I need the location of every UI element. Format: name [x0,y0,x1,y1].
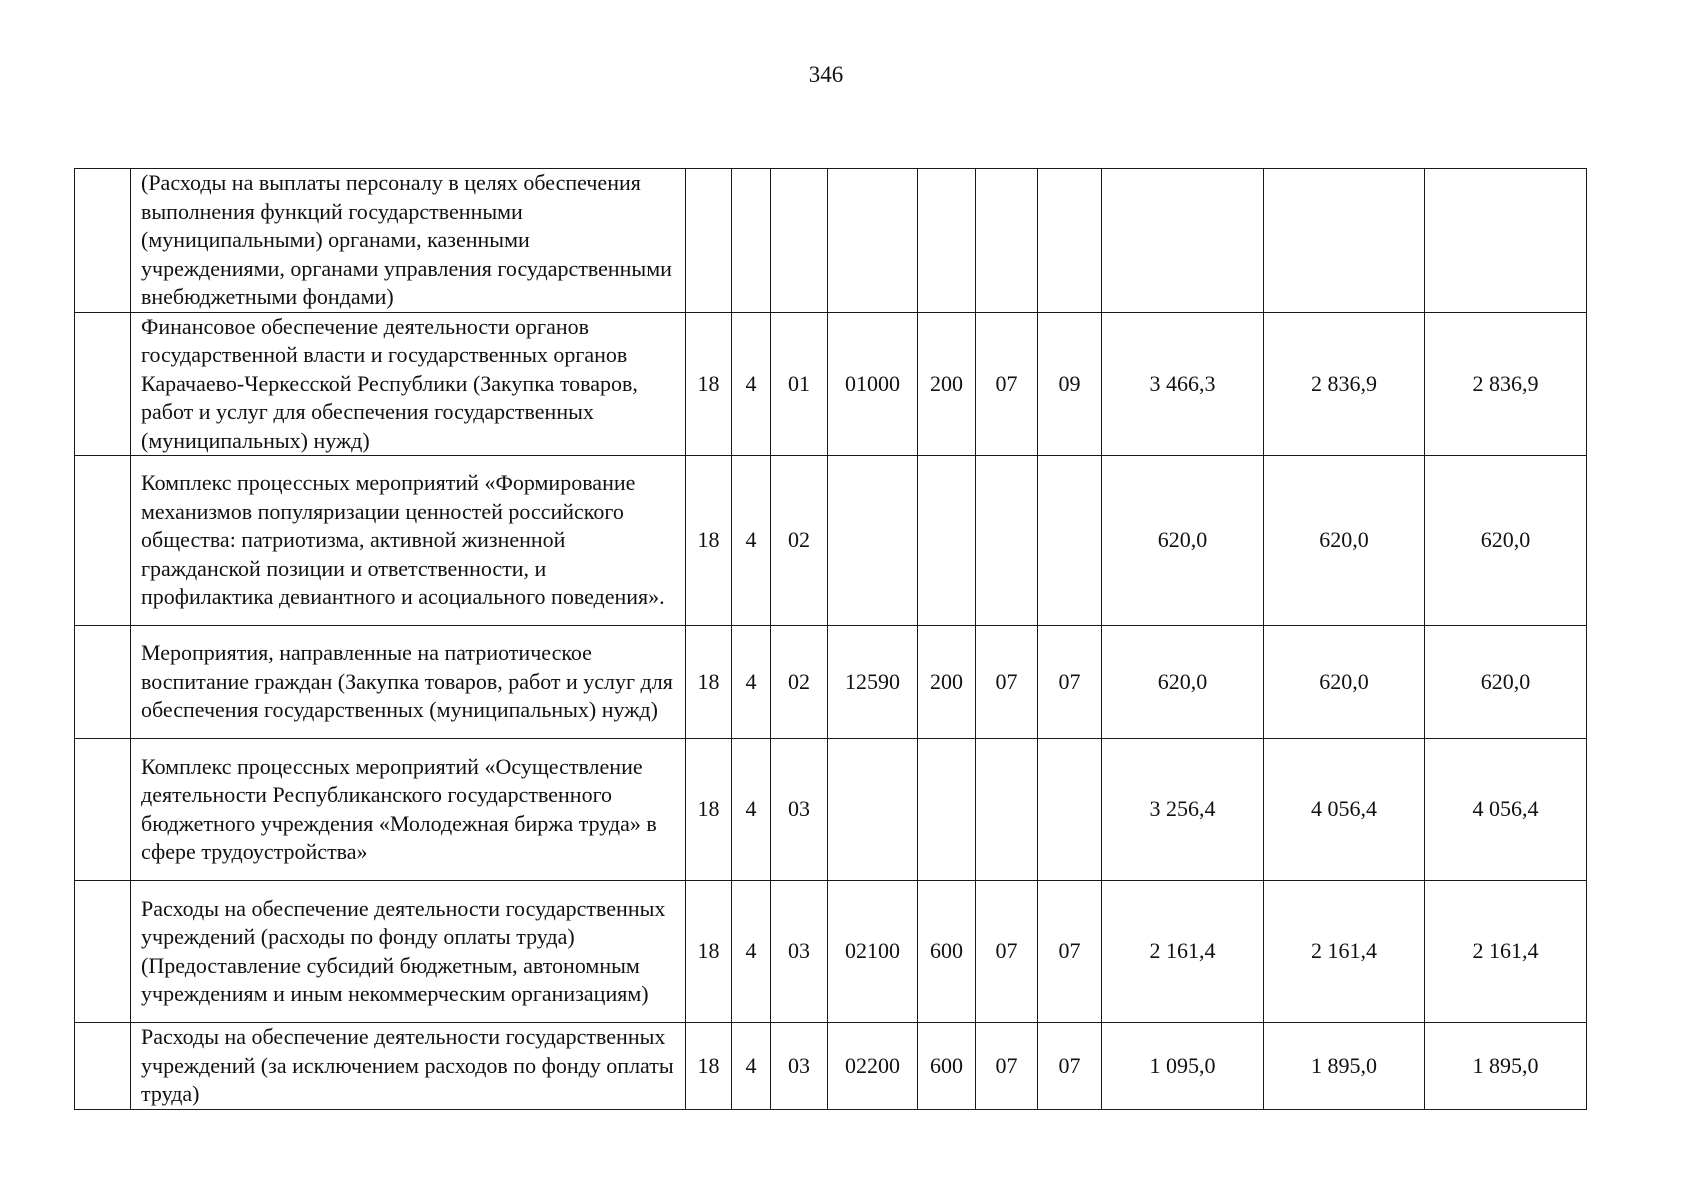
code-cell [918,456,976,626]
amount-cell: 620,0 [1264,456,1425,626]
table-row [75,626,1587,739]
code-cell [1038,456,1102,626]
code-cell: 4 [732,626,771,739]
code-cell [918,739,976,881]
code-cell [976,169,1038,313]
code-cell: 07 [1038,1023,1102,1110]
code-cell: 03 [771,881,828,1023]
amount-cell: 620,0 [1425,626,1587,739]
expense-name: Расходы на обеспечение деятельности государственных учреждений (за исключением расходов по фонду оплаты труда) [131,1023,686,1110]
expense-name: Комплекс процессных мероприятий «Формирование механизмов популяризации ценностей российского общества: патриотизма, активной жизненной гражданской позиции и ответственности, и профилактика девиантного и асоциального поведения». [131,456,686,626]
code-cell [976,739,1038,881]
code-cell: 07 [976,1023,1038,1110]
code-cell: 12590 [828,626,918,739]
code-cell [771,169,828,313]
code-cell: 4 [732,1023,771,1110]
row-number [75,169,131,313]
amount-cell: 1 895,0 [1264,1023,1425,1110]
amount-cell: 620,0 [1425,456,1587,626]
expense-name: (Расходы на выплаты персоналу в целях обеспечения выполнения функций государственными (муниципальными) органами, казенными учреждениями, органами управления государственными внебюджетными фондами) [131,169,686,313]
code-cell: 07 [1038,881,1102,1023]
code-cell: 18 [686,881,732,1023]
amount-cell: 2 836,9 [1425,312,1587,456]
expense-name: Комплекс процессных мероприятий «Осуществление деятельности Республиканского государственного бюджетного учреждения «Молодежная биржа труда» в сфере трудоустройства» [131,739,686,881]
code-cell: 03 [771,1023,828,1110]
code-cell: 02100 [828,881,918,1023]
code-cell: 18 [686,1023,732,1110]
amount-cell: 2 161,4 [1102,881,1264,1023]
code-cell: 07 [976,312,1038,456]
amount-cell: 620,0 [1102,626,1264,739]
code-cell [976,456,1038,626]
amount-cell: 4 056,4 [1264,739,1425,881]
row-number [75,739,131,881]
code-cell: 02 [771,626,828,739]
page-number: 346 [808,62,844,87]
code-cell: 01 [771,312,828,456]
table-row [75,1023,1587,1110]
code-cell: 18 [686,456,732,626]
code-cell: 07 [1038,626,1102,739]
code-cell: 4 [732,739,771,881]
code-cell: 18 [686,312,732,456]
code-cell: 03 [771,739,828,881]
table-row [75,169,1587,313]
amount-cell: 3 256,4 [1102,739,1264,881]
code-cell: 600 [918,1023,976,1110]
code-cell [686,169,732,313]
code-cell [1038,169,1102,313]
code-cell: 02 [771,456,828,626]
code-cell: 4 [732,456,771,626]
amount-cell: 620,0 [1264,626,1425,739]
amount-cell: 3 466,3 [1102,312,1264,456]
code-cell: 07 [976,881,1038,1023]
row-number [75,626,131,739]
code-cell [732,169,771,313]
expense-name: Мероприятия, направленные на патриотическое воспитание граждан (Закупка товаров, работ и услуг для обеспечения государственных (муниципальных) нужд) [131,626,686,739]
amount-cell: 2 836,9 [1264,312,1425,456]
table-row [75,312,1587,456]
code-cell: 01000 [828,312,918,456]
row-number [75,312,131,456]
expense-name: Финансовое обеспечение деятельности органов государственной власти и государственных органов Карачаево-Черкесской Республики (Закупка товаров, работ и услуг для обеспечения государственных (муниципальных) нужд) [131,312,686,456]
code-cell: 4 [732,312,771,456]
code-cell: 18 [686,739,732,881]
amount-cell [1102,169,1264,313]
amount-cell: 4 056,4 [1425,739,1587,881]
table-row [75,739,1587,881]
budget-table [74,168,1587,1110]
code-cell [1038,739,1102,881]
code-cell [828,456,918,626]
table-row [75,456,1587,626]
amount-cell [1425,169,1587,313]
row-number [75,881,131,1023]
amount-cell: 2 161,4 [1264,881,1425,1023]
row-number [75,1023,131,1110]
amount-cell: 2 161,4 [1425,881,1587,1023]
code-cell [828,169,918,313]
code-cell: 18 [686,626,732,739]
amount-cell: 620,0 [1102,456,1264,626]
code-cell [828,739,918,881]
code-cell: 200 [918,626,976,739]
code-cell: 02200 [828,1023,918,1110]
amount-cell [1264,169,1425,313]
code-cell: 600 [918,881,976,1023]
row-number [75,456,131,626]
code-cell: 200 [918,312,976,456]
code-cell [918,169,976,313]
amount-cell: 1 895,0 [1425,1023,1587,1110]
table-row [75,881,1587,1023]
code-cell: 4 [732,881,771,1023]
code-cell: 09 [1038,312,1102,456]
code-cell: 07 [976,626,1038,739]
amount-cell: 1 095,0 [1102,1023,1264,1110]
expense-name: Расходы на обеспечение деятельности государственных учреждений (расходы по фонду оплаты труда) (Предоставление субсидий бюджетным, автономным учреждениям и иным некоммерческим организациям) [131,881,686,1023]
